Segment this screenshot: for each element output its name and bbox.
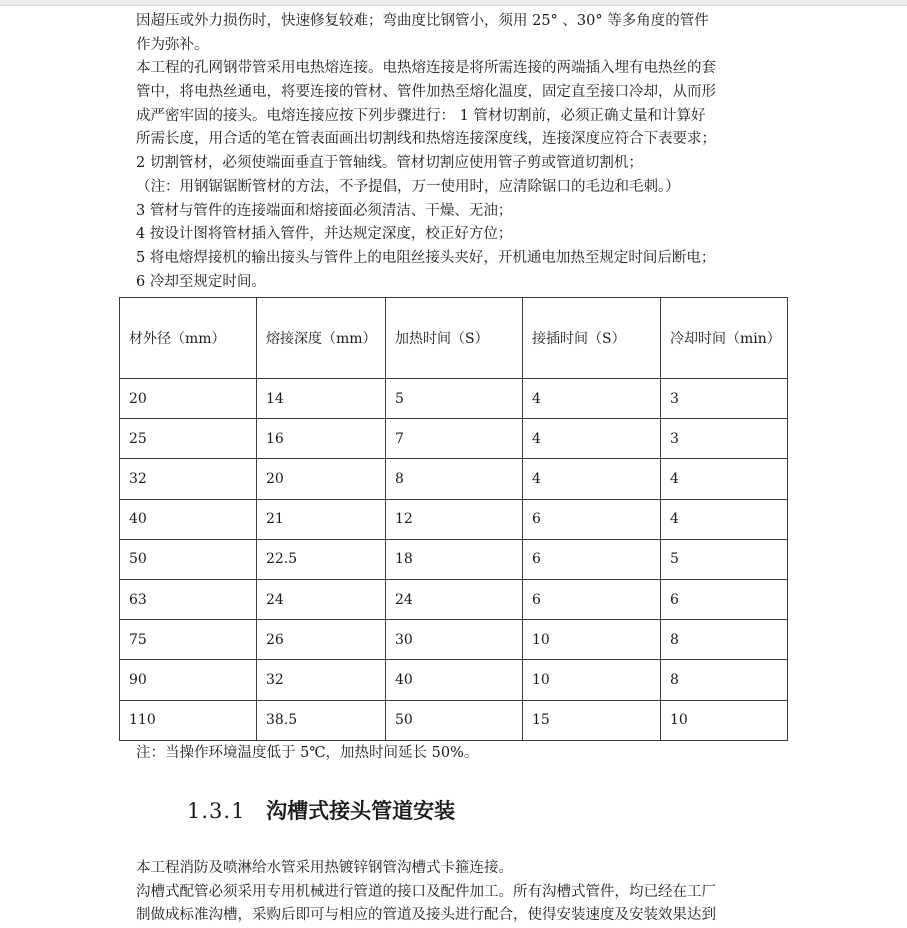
table-cell: 7 [386,419,523,459]
table-header-row [120,298,788,379]
table-cell: 18 [386,539,523,579]
text-line: 本工程消防及喷淋给水管采用热镀锌钢管沟槽式卡箍连接。 [136,860,513,876]
text-line: 沟槽式配管必须采用专用机械进行管道的接口及配件加工。所有沟槽式管件，均已经在工厂 [136,883,716,900]
table-row [120,700,788,740]
text-line: 成严密牢固的接头。电熔连接应按下列步骤进行： 1 管材切割前，必须正确丈量和计算好 [136,107,706,124]
table-row [120,379,788,419]
column-header: 接插时间（S） [523,298,661,379]
table-cell: 25 [120,419,257,459]
table-cell: 4 [661,459,788,499]
text-line: 2 切割管材，必须使端面垂直于管轴线。管材切割应使用管子剪或管道切割机； [136,155,643,172]
section-paragraph [136,857,776,928]
table-cell: 5 [661,539,788,579]
table-cell: 32 [257,660,386,700]
table-cell: 90 [120,660,257,700]
text-line: 所需长度，用合适的笔在管表面画出切割线和热熔连接深度线，连接深度应符合下表要求； [136,131,716,148]
table-cell: 14 [257,379,386,419]
table-cell: 63 [120,579,257,619]
table-row [120,620,788,660]
table-row [120,499,788,539]
table-cell: 50 [386,700,523,740]
text-line: 作为弥补。 [136,36,209,53]
text-line: 因超压或外力损伤时，快速修复较难；弯曲度比钢管小，须用 25° 、30° 等多角度的管件 [136,13,709,29]
table-cell: 22.5 [257,539,386,579]
intro-paragraph [136,10,776,294]
text-line: 5 将电熔焊接机的输出接头与管件上的电阻丝接头夹好，开机通电加热至规定时间后断电； [136,249,716,266]
fusion-parameters-table [119,297,788,741]
table-cell: 75 [120,620,257,660]
table-cell: 50 [120,539,257,579]
table-cell: 6 [523,579,661,619]
section-title: 沟槽式接头管道安装 [266,798,456,823]
text-line: 管中，将电热丝通电，将要连接的管材、管件加热至熔化温度，固定直至接口冷却，从而形 [136,84,716,101]
table-cell: 5 [386,379,523,419]
section-heading [187,796,455,826]
table-cell: 8 [386,459,523,499]
table-cell: 15 [523,700,661,740]
table-cell: 4 [523,419,661,459]
page-top-edge [0,0,907,6]
table-cell: 110 [120,700,257,740]
table-cell: 6 [523,539,661,579]
table-row [120,579,788,619]
table-cell: 12 [386,499,523,539]
column-header: 材外径（mm） [120,298,257,379]
text-line: 制做成标准沟槽，采购后即可与相应的管道及接头进行配合，使得安装速度及安装效果达到 [136,907,716,924]
table-cell: 3 [661,419,788,459]
table-note: 注：当操作环境温度低于 5℃，加热时间延长 50%。 [136,745,479,761]
table-cell: 6 [523,499,661,539]
table-row [120,539,788,579]
table-cell: 24 [386,579,523,619]
table-cell: 40 [386,660,523,700]
text-line: 3 管材与管件的连接端面和熔接面必须清洁、干燥、无油； [136,202,513,219]
table-row [120,459,788,499]
table-cell: 38.5 [257,700,386,740]
text-line: 4 按设计图将管材插入管件，并达规定深度，校正好方位； [136,226,513,243]
table-cell: 10 [661,700,788,740]
table-row [120,419,788,459]
text-line: 本工程的孔网钢带管采用电热熔连接。电热熔连接是将所需连接的两端插入埋有电热丝的套 [136,60,716,77]
table-row [120,660,788,700]
table-cell: 4 [523,459,661,499]
table-cell: 16 [257,419,386,459]
table-cell: 10 [523,660,661,700]
table-cell: 24 [257,579,386,619]
table-cell: 8 [661,660,788,700]
table-cell: 10 [523,620,661,660]
table-cell: 6 [661,579,788,619]
table-cell: 4 [661,499,788,539]
table-cell: 4 [523,379,661,419]
column-header: 加热时间（S） [386,298,523,379]
column-header: 冷却时间（min） [661,298,788,379]
table-cell: 40 [120,499,257,539]
text-line: （注：用钢锯锯断管材的方法，不予提倡，万一使用时，应清除锯口的毛边和毛刺。） [136,178,680,195]
table-cell: 20 [257,459,386,499]
table-cell: 21 [257,499,386,539]
table-cell: 26 [257,620,386,660]
text-line: 6 冷却至规定时间。 [136,273,266,290]
column-header: 熔接深度（mm） [257,298,386,379]
table-cell: 20 [120,379,257,419]
table-cell: 8 [661,620,788,660]
table-cell: 32 [120,459,257,499]
section-number: 1.3.1 [187,799,246,823]
table-cell: 3 [661,379,788,419]
table-cell: 30 [386,620,523,660]
